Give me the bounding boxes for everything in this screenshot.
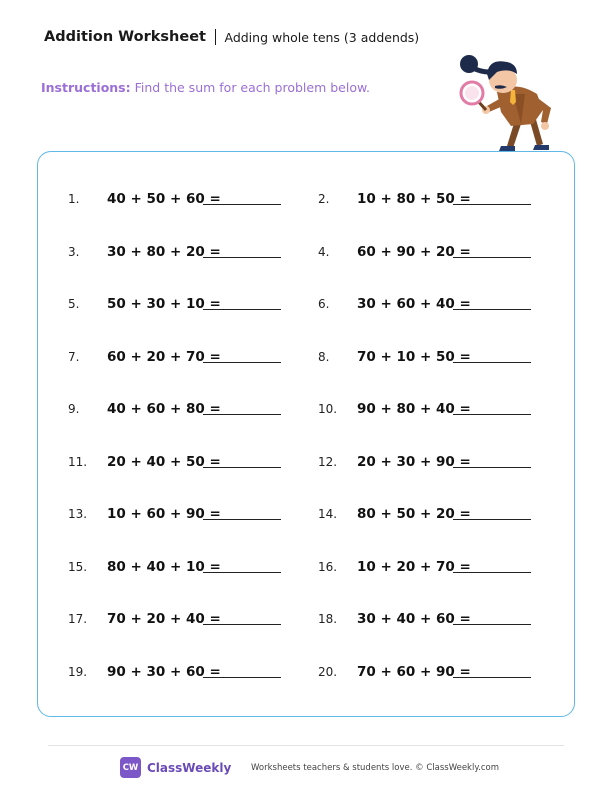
problem-item (68, 348, 288, 366)
instructions-text: Find the sum for each problem below. (134, 80, 371, 95)
problem-item (68, 400, 288, 418)
problem-number: 10. (318, 402, 338, 416)
problem-expression: 20 + 40 + 50 = (107, 453, 221, 470)
answer-blank[interactable] (453, 309, 531, 310)
problem-expression: 60 + 20 + 70 = (107, 348, 221, 365)
problem-item (68, 610, 288, 628)
problem-item (68, 558, 288, 576)
instructions (41, 80, 370, 95)
problem-number: 19. (68, 664, 88, 679)
answer-blank[interactable] (203, 467, 281, 468)
problem-item (318, 610, 538, 628)
problem-number: 17. (68, 612, 88, 626)
answer-blank[interactable] (453, 572, 531, 573)
problem-number: 16. (318, 559, 338, 574)
answer-blank[interactable] (203, 624, 281, 625)
problem-item (318, 505, 538, 523)
problem-number: 7. (68, 349, 80, 364)
problem-number: 2. (318, 192, 330, 206)
answer-blank[interactable] (453, 677, 531, 678)
problem-expression: 20 + 30 + 90 = (357, 453, 471, 470)
title-separator (215, 29, 217, 45)
problem-number: 9. (68, 402, 80, 416)
answer-blank[interactable] (203, 309, 281, 310)
problem-expression: 70 + 20 + 40 = (107, 611, 221, 627)
worksheet-title: Addition Worksheet (44, 29, 206, 45)
detective-magnifier-icon (455, 50, 565, 156)
problem-item (318, 453, 538, 471)
problem-item (318, 190, 538, 208)
answer-blank[interactable] (453, 362, 531, 363)
problem-expression: 50 + 30 + 10 = (107, 296, 221, 312)
worksheet-subtitle: Adding whole tens (3 addends) (224, 29, 420, 45)
answer-blank[interactable] (453, 414, 531, 415)
answer-blank[interactable] (203, 677, 281, 678)
problem-item (68, 190, 288, 208)
problem-expression: 40 + 50 + 60 = (107, 191, 221, 207)
problem-number: 18. (318, 612, 338, 626)
problem-number: 20. (318, 664, 338, 679)
problem-expression: 90 + 30 + 60 = (107, 663, 221, 680)
classweekly-logo-text: ClassWeekly (147, 760, 232, 775)
footer-tagline: Worksheets teachers & students love. © ClassWeekly.com (251, 763, 500, 773)
problem-item (318, 558, 538, 576)
answer-blank[interactable] (203, 257, 281, 258)
answer-blank[interactable] (453, 624, 531, 625)
answer-blank[interactable] (203, 362, 281, 363)
problem-expression: 90 + 80 + 40 = (357, 401, 471, 417)
problem-item (68, 295, 288, 313)
problem-number: 1. (68, 192, 80, 206)
problem-item (318, 400, 538, 418)
answer-blank[interactable] (203, 204, 281, 205)
problem-number: 6. (318, 297, 330, 311)
problem-expression: 10 + 60 + 90 = (107, 506, 221, 522)
problem-item (318, 243, 538, 261)
answer-blank[interactable] (203, 519, 281, 520)
problem-item (318, 663, 538, 681)
problem-item (68, 663, 288, 681)
problem-expression: 30 + 40 + 60 = (357, 611, 471, 627)
answer-blank[interactable] (453, 257, 531, 258)
problems-box (37, 151, 575, 717)
problem-number: 14. (318, 507, 338, 521)
problem-expression: 80 + 50 + 20 = (357, 506, 471, 522)
answer-blank[interactable] (453, 204, 531, 205)
problem-expression: 30 + 60 + 40 = (357, 296, 471, 312)
worksheet-header (44, 27, 419, 47)
problem-expression: 70 + 10 + 50 = (357, 348, 471, 365)
problem-expression: 30 + 80 + 20 = (107, 243, 221, 260)
problem-expression: 40 + 60 + 80 = (107, 401, 221, 417)
classweekly-logo[interactable] (120, 757, 231, 778)
problem-item (68, 243, 288, 261)
problem-expression: 10 + 20 + 70 = (357, 558, 471, 575)
problem-number: 8. (318, 349, 330, 364)
problem-item (318, 295, 538, 313)
answer-blank[interactable] (203, 572, 281, 573)
answer-blank[interactable] (453, 467, 531, 468)
classweekly-logo-icon: CW (120, 757, 141, 778)
instructions-label: Instructions: (41, 80, 131, 95)
answer-blank[interactable] (453, 519, 531, 520)
footer-divider (48, 745, 564, 746)
answer-blank[interactable] (203, 414, 281, 415)
problem-number: 13. (68, 507, 88, 521)
problem-item (68, 453, 288, 471)
problem-number: 4. (318, 244, 330, 259)
problem-expression: 80 + 40 + 10 = (107, 558, 221, 575)
problem-expression: 10 + 80 + 50 = (357, 191, 471, 207)
problem-number: 15. (68, 559, 88, 574)
problem-number: 5. (68, 297, 80, 311)
problem-expression: 70 + 60 + 90 = (357, 663, 471, 680)
problem-item (318, 348, 538, 366)
problem-expression: 60 + 90 + 20 = (357, 243, 471, 260)
problem-item (68, 505, 288, 523)
problem-number: 12. (318, 454, 338, 469)
problem-number: 11. (68, 454, 88, 469)
problem-number: 3. (68, 244, 80, 259)
